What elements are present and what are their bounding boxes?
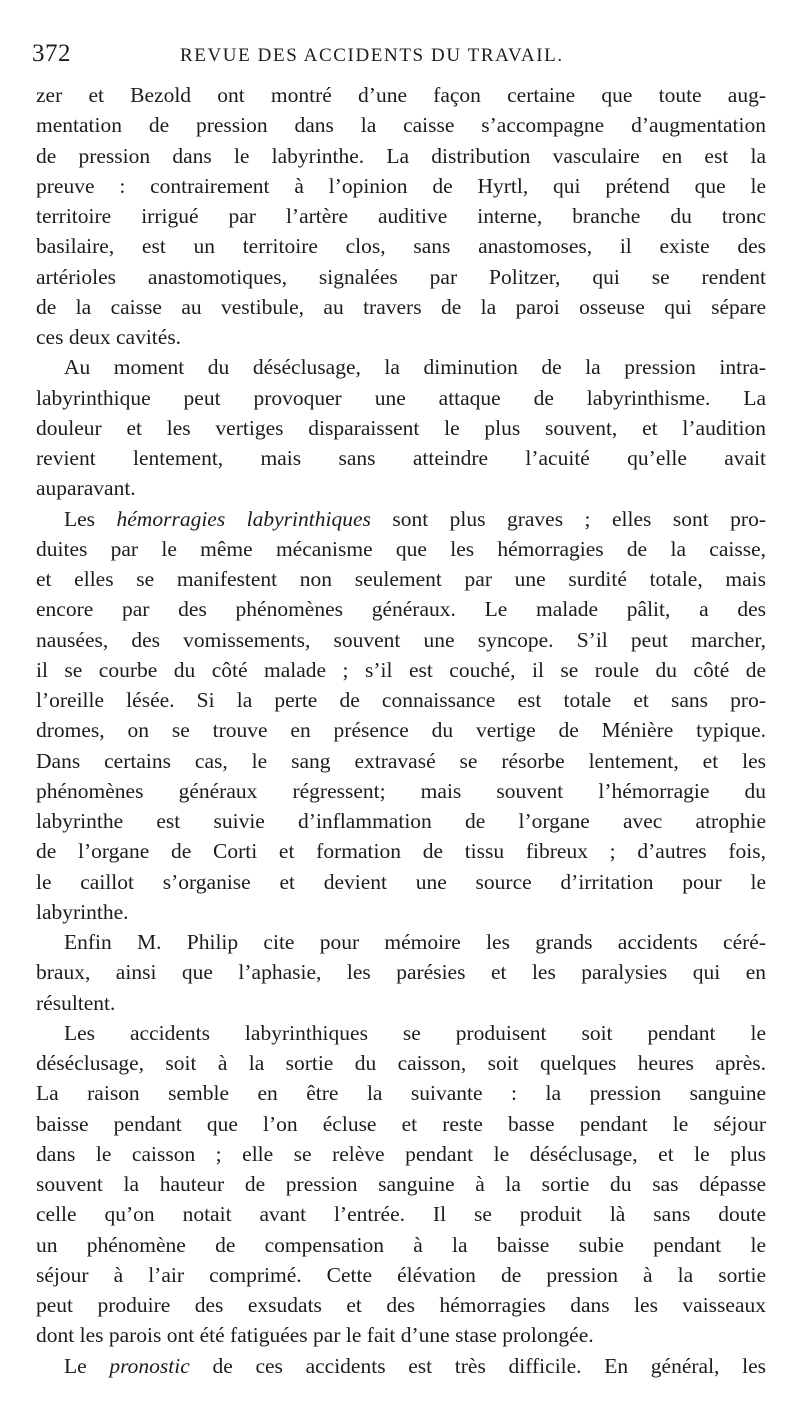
text-line: labyrinthe. — [36, 899, 129, 924]
text-line: preuve : contrairement à l’opinion de Hyrtl, qui prétend que le — [36, 173, 766, 198]
running-head — [32, 34, 772, 74]
paragraph-2 — [36, 352, 766, 503]
text-line: zer et Bezold ont montré d’une façon certaine que toute aug- — [36, 83, 766, 107]
text-line: déséclusage, soit à la sortie du caisson, soit quelques heures après. — [36, 1051, 766, 1075]
text-line: de pression dans le labyrinthe. La distribution vasculaire en est la — [36, 143, 766, 168]
text-line: revient lentement, mais sans atteindre l’acuité qu’elle avait — [36, 446, 766, 470]
text-line: résultent. — [36, 990, 116, 1015]
text-line: auparavant. — [36, 476, 136, 501]
text-line: labyrinthe est suivie d’inflammation de l’organe avec atrophie — [36, 809, 766, 833]
text-run: de ces accidents est très difficile. En général, les — [189, 1353, 766, 1378]
text-line: peut produire des exsudats et des hémorragies dans les vaisseaux — [36, 1293, 766, 1317]
paragraph-4 — [36, 927, 766, 1018]
text-line: dans le caisson ; elle se relève pendant le déséclusage, et le plus — [36, 1141, 766, 1166]
text-line: le caillot s’organise et devient une source d’irritation pour le — [36, 869, 766, 894]
paragraph-6 — [36, 1351, 766, 1381]
text-line: souvent la hauteur de pression sanguine à la sortie du sas dépasse — [36, 1172, 766, 1196]
italic-term: hémorragies labyrinthiques — [116, 506, 371, 531]
text-line: labyrinthique peut provoquer une attaque de labyrinthisme. La — [36, 385, 766, 410]
italic-term: pronostic — [109, 1353, 190, 1378]
text-line: braux, ainsi que l’aphasie, les parésies et les paralysies qui en — [36, 960, 766, 985]
page-number: 372 — [32, 40, 71, 67]
text-line: mentation de pression dans la caisse s’accompagne d’augmentation — [36, 113, 766, 138]
text-line: séjour à l’air comprimé. Cette élévation de pression à la sortie — [36, 1262, 766, 1287]
text-line: de la caisse au vestibule, au travers de la paroi osseuse qui sépare — [36, 294, 766, 319]
text-run: Le — [64, 1353, 110, 1378]
text-line: phénomènes généraux régressent; mais souvent l’hémorragie du — [36, 778, 766, 803]
text-line: dromes, on se trouve en présence du vertige de Ménière typique. — [36, 718, 766, 743]
text-line: l’oreille lésée. Si la perte de connaissance est totale et sans pro- — [36, 688, 766, 712]
text-line: douleur et les vertiges disparaissent le plus souvent, et l’audition — [36, 415, 766, 440]
text-line: baisse pendant que l’on écluse et reste basse pendant le séjour — [36, 1111, 766, 1136]
paragraph-5 — [36, 1018, 766, 1351]
text-line: un phénomène de compensation à la baisse subie pendant le — [36, 1232, 766, 1257]
text-line: de l’organe de Corti et formation de tissu fibreux ; d’autres fois, — [36, 839, 766, 864]
paragraph-1 — [36, 80, 766, 352]
text-line: Les accidents labyrinthiques se produisent soit pendant le — [64, 1020, 766, 1045]
text-line: Enfin M. Philip cite pour mémoire les grands accidents céré- — [64, 930, 766, 954]
text-run: Les — [64, 506, 117, 531]
text-line: celle qu’on notait avant l’entrée. Il se produit là sans doute — [36, 1202, 766, 1227]
text-line: dont les parois ont été fatiguées par le fait d’une stase prolongée. — [36, 1323, 594, 1348]
text-line: ces deux cavités. — [36, 325, 182, 349]
text-line: La raison semble en être la suivante : la pression sanguine — [36, 1081, 766, 1106]
text-line: nausées, des vomissements, souvent une syncope. S’il peut marcher, — [36, 627, 766, 652]
text-line: encore par des phénomènes généraux. Le malade pâlit, a des — [36, 597, 766, 622]
text-run: sont plus graves ; elles sont pro- — [370, 506, 766, 531]
text-line — [36, 1351, 766, 1381]
text-line: basilaire, est un territoire clos, sans anastomoses, il existe des — [36, 234, 766, 259]
text-line — [36, 504, 766, 534]
running-title: REVUE DES ACCIDENTS DU TRAVAIL. — [180, 45, 564, 66]
paragraph-3 — [36, 504, 766, 928]
text-line: il se courbe du côté malade ; s’il est couché, il se roule du côté de — [36, 657, 766, 682]
text-line: et elles se manifestent non seulement par une surdité totale, mais — [36, 567, 766, 591]
text-line: territoire irrigué par l’artère auditive interne, branche du tronc — [36, 204, 766, 228]
text-line: Au moment du déséclusage, la diminution de la pression intra- — [64, 355, 766, 380]
body-text — [36, 80, 766, 1381]
text-line: duites par le même mécanisme que les hémorragies de la caisse, — [36, 536, 766, 561]
text-line: Dans certains cas, le sang extravasé se résorbe lentement, et les — [36, 748, 766, 773]
text-line: artérioles anastomotiques, signalées par Politzer, qui se rendent — [36, 264, 766, 289]
